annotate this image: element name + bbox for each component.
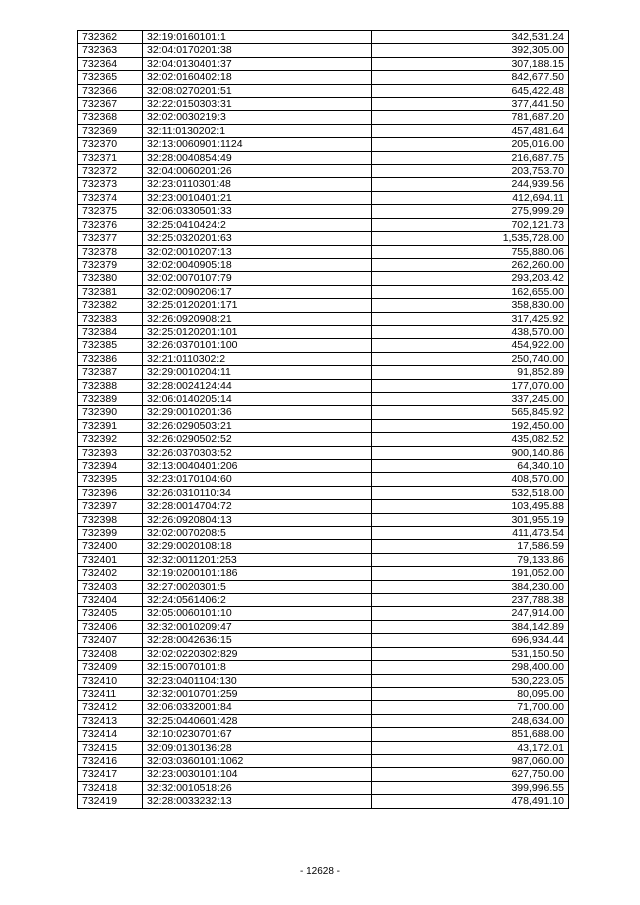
record-id-cell: 732362 [78,31,143,44]
record-id-cell: 732374 [78,191,143,204]
document-page [77,30,569,809]
record-id-cell: 732372 [78,165,143,178]
cadastral-number-cell: 32:23:0010401:21 [143,191,372,204]
record-id-cell: 732381 [78,285,143,298]
record-id-cell: 732397 [78,500,143,513]
table-row [78,165,569,178]
record-id-cell: 732389 [78,392,143,405]
page-number: - 12628 - [299,866,341,877]
cadastral-number-cell: 32:02:0220302:829 [143,647,372,660]
amount-cell: 177,070.00 [372,379,569,392]
record-id-cell: 732407 [78,634,143,647]
table-row [78,473,569,486]
amount-cell: 250,740.00 [372,352,569,365]
amount-cell: 384,142.89 [372,620,569,633]
record-id-cell: 732399 [78,527,143,540]
table-row [78,768,569,781]
cadastral-number-cell: 32:32:0011201:253 [143,553,372,566]
amount-cell: 781,687.20 [372,111,569,124]
records-table [77,30,569,809]
amount-cell: 337,245.00 [372,392,569,405]
table-row [78,191,569,204]
amount-cell: 478,491.10 [372,795,569,808]
cadastral-number-cell: 32:04:0060201:26 [143,165,372,178]
record-id-cell: 732366 [78,84,143,97]
table-row [78,527,569,540]
record-id-cell: 732377 [78,232,143,245]
cadastral-number-cell: 32:28:0033232:13 [143,795,372,808]
table-row [78,366,569,379]
table-row [78,674,569,687]
table-row [78,540,569,553]
amount-cell: 342,531.24 [372,31,569,44]
cadastral-number-cell: 32:29:0010201:36 [143,406,372,419]
amount-cell: 71,700.00 [372,701,569,714]
amount-cell: 411,473.54 [372,527,569,540]
record-id-cell: 732383 [78,312,143,325]
cadastral-number-cell: 32:19:0200101:186 [143,567,372,580]
amount-cell: 696,934.44 [372,634,569,647]
table-row [78,486,569,499]
amount-cell: 298,400.00 [372,661,569,674]
amount-cell: 64,340.10 [372,460,569,473]
table-row [78,138,569,151]
cadastral-number-cell: 32:02:0090206:17 [143,285,372,298]
amount-cell: 384,230.00 [372,580,569,593]
table-row [78,661,569,674]
amount-cell: 91,852.89 [372,366,569,379]
cadastral-number-cell: 32:26:0370303:52 [143,446,372,459]
record-id-cell: 732418 [78,781,143,794]
amount-cell: 438,570.00 [372,325,569,338]
cadastral-number-cell: 32:02:0070107:79 [143,272,372,285]
cadastral-number-cell: 32:23:0030101:104 [143,768,372,781]
amount-cell: 301,955.19 [372,513,569,526]
amount-cell: 80,095.00 [372,687,569,700]
amount-cell: 247,914.00 [372,607,569,620]
amount-cell: 262,260.00 [372,258,569,271]
table-row [78,419,569,432]
cadastral-number-cell: 32:24:0561406:2 [143,594,372,607]
cadastral-number-cell: 32:29:0020108:18 [143,540,372,553]
record-id-cell: 732385 [78,339,143,352]
amount-cell: 377,441.50 [372,98,569,111]
table-row [78,460,569,473]
table-row [78,795,569,808]
table-row [78,567,569,580]
record-id-cell: 732388 [78,379,143,392]
table-row [78,553,569,566]
amount-cell: 103,495.88 [372,500,569,513]
amount-cell: 530,223.05 [372,674,569,687]
cadastral-number-cell: 32:21:0110302:2 [143,352,372,365]
table-row [78,379,569,392]
amount-cell: 192,450.00 [372,419,569,432]
table-row [78,446,569,459]
amount-cell: 408,570.00 [372,473,569,486]
table-row [78,687,569,700]
record-id-cell: 732382 [78,299,143,312]
table-row [78,701,569,714]
cadastral-number-cell: 32:02:0160402:18 [143,71,372,84]
cadastral-number-cell: 32:26:0920908:21 [143,312,372,325]
record-id-cell: 732373 [78,178,143,191]
amount-cell: 358,830.00 [372,299,569,312]
table-row [78,44,569,57]
record-id-cell: 732403 [78,580,143,593]
record-id-cell: 732376 [78,218,143,231]
table-row [78,31,569,44]
record-id-cell: 732414 [78,728,143,741]
amount-cell: 248,634.00 [372,714,569,727]
amount-cell: 79,133.86 [372,553,569,566]
cadastral-number-cell: 32:13:0040401:206 [143,460,372,473]
record-id-cell: 732416 [78,754,143,767]
amount-cell: 293,203.42 [372,272,569,285]
amount-cell: 392,305.00 [372,44,569,57]
amount-cell: 702,121.73 [372,218,569,231]
table-row [78,272,569,285]
cadastral-number-cell: 32:29:0010204:11 [143,366,372,379]
amount-cell: 842,677.50 [372,71,569,84]
record-id-cell: 732409 [78,661,143,674]
cadastral-number-cell: 32:22:0150303:31 [143,98,372,111]
record-id-cell: 732379 [78,258,143,271]
amount-cell: 900,140.86 [372,446,569,459]
cadastral-number-cell: 32:11:0130202:1 [143,124,372,137]
amount-cell: 162,655.00 [372,285,569,298]
amount-cell: 399,996.55 [372,781,569,794]
table-row [78,124,569,137]
record-id-cell: 732392 [78,433,143,446]
cadastral-number-cell: 32:26:0920804:13 [143,513,372,526]
cadastral-number-cell: 32:28:0024124:44 [143,379,372,392]
cadastral-number-cell: 32:27:0020301:5 [143,580,372,593]
amount-cell: 216,687.75 [372,151,569,164]
cadastral-number-cell: 32:09:0130136:28 [143,741,372,754]
amount-cell: 307,188.15 [372,57,569,70]
table-row [78,620,569,633]
record-id-cell: 732367 [78,98,143,111]
record-id-cell: 732415 [78,741,143,754]
record-id-cell: 732410 [78,674,143,687]
record-id-cell: 732412 [78,701,143,714]
table-row [78,728,569,741]
table-row [78,741,569,754]
table-row [78,352,569,365]
record-id-cell: 732419 [78,795,143,808]
record-id-cell: 732370 [78,138,143,151]
cadastral-number-cell: 32:15:0070101:8 [143,661,372,674]
table-row [78,754,569,767]
record-id-cell: 732394 [78,460,143,473]
table-row [78,98,569,111]
amount-cell: 203,753.70 [372,165,569,178]
cadastral-number-cell: 32:13:0060901:1124 [143,138,372,151]
record-id-cell: 732393 [78,446,143,459]
table-row [78,580,569,593]
record-id-cell: 732384 [78,325,143,338]
cadastral-number-cell: 32:25:0410424:2 [143,218,372,231]
table-row [78,84,569,97]
table-row [78,111,569,124]
record-id-cell: 732387 [78,366,143,379]
cadastral-number-cell: 32:26:0290502:52 [143,433,372,446]
table-row [78,714,569,727]
record-id-cell: 732371 [78,151,143,164]
amount-cell: 627,750.00 [372,768,569,781]
table-row [78,433,569,446]
records-table-body [78,31,569,809]
cadastral-number-cell: 32:25:0120201:171 [143,299,372,312]
cadastral-number-cell: 32:26:0370101:100 [143,339,372,352]
cadastral-number-cell: 32:25:0320201:63 [143,232,372,245]
cadastral-number-cell: 32:26:0310110:34 [143,486,372,499]
cadastral-number-cell: 32:02:0040905:18 [143,258,372,271]
record-id-cell: 732413 [78,714,143,727]
cadastral-number-cell: 32:03:0360101:1062 [143,754,372,767]
cadastral-number-cell: 32:04:0130401:37 [143,57,372,70]
amount-cell: 317,425.92 [372,312,569,325]
table-row [78,607,569,620]
cadastral-number-cell: 32:02:0070208:5 [143,527,372,540]
record-id-cell: 732402 [78,567,143,580]
record-id-cell: 732400 [78,540,143,553]
cadastral-number-cell: 32:23:0170104:60 [143,473,372,486]
amount-cell: 244,939.56 [372,178,569,191]
table-row [78,325,569,338]
cadastral-number-cell: 32:32:0010209:47 [143,620,372,633]
amount-cell: 191,052.00 [372,567,569,580]
cadastral-number-cell: 32:28:0042636:15 [143,634,372,647]
cadastral-number-cell: 32:10:0230701:67 [143,728,372,741]
record-id-cell: 732378 [78,245,143,258]
table-row [78,232,569,245]
table-row [78,392,569,405]
amount-cell: 531,150.50 [372,647,569,660]
table-row [78,178,569,191]
table-row [78,245,569,258]
cadastral-number-cell: 32:06:0330501:33 [143,205,372,218]
table-row [78,57,569,70]
amount-cell: 457,481.64 [372,124,569,137]
record-id-cell: 732363 [78,44,143,57]
cadastral-number-cell: 32:28:0040854:49 [143,151,372,164]
record-id-cell: 732405 [78,607,143,620]
table-row [78,339,569,352]
table-row [78,500,569,513]
cadastral-number-cell: 32:19:0160101:1 [143,31,372,44]
cadastral-number-cell: 32:08:0270201:51 [143,84,372,97]
table-row [78,258,569,271]
record-id-cell: 732408 [78,647,143,660]
cadastral-number-cell: 32:06:0140205:14 [143,392,372,405]
record-id-cell: 732380 [78,272,143,285]
record-id-cell: 732386 [78,352,143,365]
table-row [78,218,569,231]
cadastral-number-cell: 32:06:0332001:84 [143,701,372,714]
record-id-cell: 732411 [78,687,143,700]
record-id-cell: 732369 [78,124,143,137]
cadastral-number-cell: 32:23:0110301:48 [143,178,372,191]
cadastral-number-cell: 32:26:0290503:21 [143,419,372,432]
amount-cell: 454,922.00 [372,339,569,352]
table-row [78,151,569,164]
amount-cell: 17,586.59 [372,540,569,553]
record-id-cell: 732395 [78,473,143,486]
record-id-cell: 732417 [78,768,143,781]
amount-cell: 237,788.38 [372,594,569,607]
record-id-cell: 732401 [78,553,143,566]
record-id-cell: 732404 [78,594,143,607]
cadastral-number-cell: 32:28:0014704:72 [143,500,372,513]
record-id-cell: 732391 [78,419,143,432]
amount-cell: 1,535,728.00 [372,232,569,245]
amount-cell: 43,172.01 [372,741,569,754]
record-id-cell: 732364 [78,57,143,70]
cadastral-number-cell: 32:05:0060101:10 [143,607,372,620]
amount-cell: 435,082.52 [372,433,569,446]
cadastral-number-cell: 32:23:0401104:130 [143,674,372,687]
table-row [78,594,569,607]
cadastral-number-cell: 32:02:0030219:3 [143,111,372,124]
amount-cell: 205,016.00 [372,138,569,151]
amount-cell: 645,422.48 [372,84,569,97]
cadastral-number-cell: 32:02:0010207:13 [143,245,372,258]
record-id-cell: 732396 [78,486,143,499]
cadastral-number-cell: 32:25:0440601:428 [143,714,372,727]
amount-cell: 532,518.00 [372,486,569,499]
record-id-cell: 732390 [78,406,143,419]
table-row [78,285,569,298]
amount-cell: 851,688.00 [372,728,569,741]
record-id-cell: 732365 [78,71,143,84]
table-row [78,647,569,660]
cadastral-number-cell: 32:25:0120201:101 [143,325,372,338]
record-id-cell: 732375 [78,205,143,218]
table-row [78,71,569,84]
table-row [78,299,569,312]
record-id-cell: 732368 [78,111,143,124]
cadastral-number-cell: 32:32:0010518:26 [143,781,372,794]
record-id-cell: 732398 [78,513,143,526]
record-id-cell: 732406 [78,620,143,633]
cadastral-number-cell: 32:32:0010701:259 [143,687,372,700]
amount-cell: 412,694.11 [372,191,569,204]
table-row [78,513,569,526]
amount-cell: 565,845.92 [372,406,569,419]
table-row [78,406,569,419]
table-row [78,205,569,218]
amount-cell: 987,060.00 [372,754,569,767]
table-row [78,312,569,325]
table-row [78,634,569,647]
table-row [78,781,569,794]
amount-cell: 275,999.29 [372,205,569,218]
cadastral-number-cell: 32:04:0170201:38 [143,44,372,57]
amount-cell: 755,880.06 [372,245,569,258]
